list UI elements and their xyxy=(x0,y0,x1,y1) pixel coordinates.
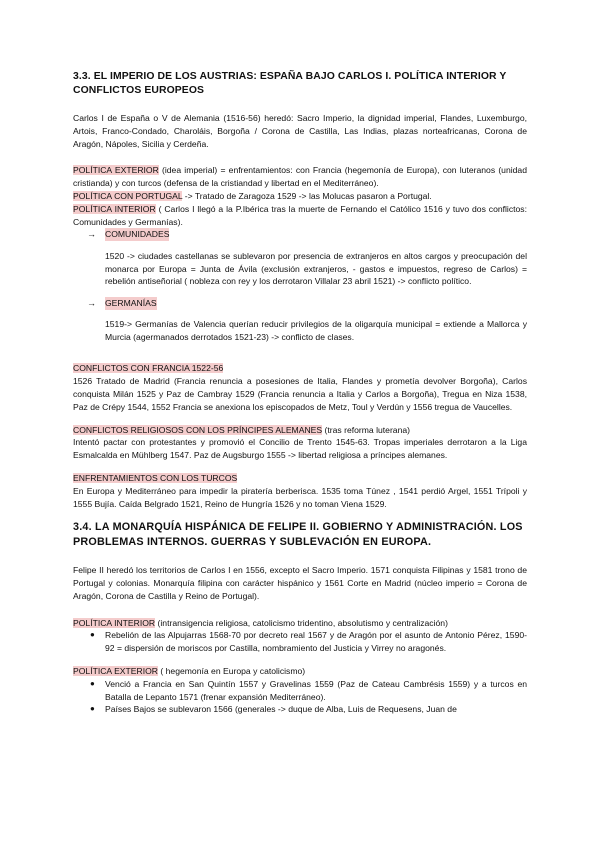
felipe-exterior-list xyxy=(73,678,527,716)
section-heading-carlos: 3.3. EL IMPERIO DE LOS AUSTRIAS: ESPAÑA BAJO CARLOS I. POLÍTICA INTERIOR Y CONFLICTOS EUROPEOS xyxy=(73,71,507,96)
turcos-label: ENFRENTAMIENTOS CON LOS TURCOS xyxy=(73,472,238,483)
bullet-icon: ● xyxy=(90,630,95,640)
exterior-paragraph xyxy=(73,164,527,190)
turcos-heading xyxy=(73,472,527,485)
germanias-label: GERMANÍAS xyxy=(105,297,157,308)
religiosos-text: Intentó pactar con protestantes y promovió el Concilio de Trento 1545-63. Tropas imperiales derrotaron a la Liga Esmalcalda en Mühlberg 1547. Paz de Augsburgo 1555 -> libertad religiosa a príncipes alemanes. xyxy=(73,437,527,461)
list-item xyxy=(73,629,527,655)
religiosos-suffix: (tras reforma luterana) xyxy=(322,424,411,435)
felipe-exterior-label: POLÍTICA EXTERIOR xyxy=(73,666,159,677)
arrow-icon: → xyxy=(87,297,96,308)
exterior-text: (idea imperial) = enfrentamientos: con Francia (hegemonía de Europa), con luteranos (unidad cristianda) y con turcos (defensa de la cristiandad y libertad en el Mediterráneo). xyxy=(73,165,527,189)
felipe-interior-list xyxy=(73,629,527,655)
carlos-intro-paragraph: Carlos I de España o V de Alemania (1516-56) heredó: Sacro Imperio, la dignidad imperial, Flandes, Luxemburgo, Artois, Franco-Condado, Charoláis, Borgoña / Corona de Castilla, Las Indias, plazas norteafricanas, Corona de Aragón, Nápoles, Sicilia y Cerdeña. xyxy=(73,113,527,149)
list-item-text: Venció a Francia en San Quintín 1557 y Gravelinas 1559 (Paz de Cateau Cambrésis 1559) y a turcos en Batalla de Lepanto 1571 (frenar expansión Mediterráneo). xyxy=(105,678,527,702)
interior-text: ( Carlos I llegó a la P.Ibérica tras la muerte de Fernando el Católico 1516 y tuvo dos conflictos: Comunidades y Germanías). xyxy=(73,203,527,227)
felipe-interior-label: POLÍTICA INTERIOR xyxy=(73,617,156,628)
religiosos-label: CONFLICTOS RELIGIOSOS CON LOS PRÍNCIPES ALEMANES xyxy=(73,424,323,435)
felipe-interior-heading xyxy=(73,617,527,630)
comunidades-label: COMUNIDADES xyxy=(105,229,170,240)
bullet-icon: ● xyxy=(90,678,95,688)
portugal-paragraph xyxy=(73,190,527,203)
felipe-exterior-heading xyxy=(73,665,527,678)
portugal-text: -> Tratado de Zaragoza 1529 -> las Molucas pasaron a Portugal. xyxy=(182,190,432,201)
arrow-icon: → xyxy=(87,229,96,240)
interior-label: POLÍTICA INTERIOR xyxy=(73,203,156,214)
francia-heading xyxy=(73,362,527,375)
religiosos-heading xyxy=(73,424,527,437)
francia-text: 1526 Tratado de Madrid (Francia renuncia a posesiones de Italia, Flandes y prometía devolver Borgoña), Carlos conquista Milán 1525 y Paz de Cambray 1529 (Francia renuncia a Italia y Carlos a Borgoña), Tregua en Niza 1538, Paz de Crépy 1544, 1552 Francia se anexiona los episcopados de Metz, Toul y Verdún y 1556 tregua de Vaucelles. xyxy=(73,376,527,412)
comunidades-text: 1520 -> ciudades castellanas se sublevaron por presencia de extranjeros en altos cargos y preocupación del monarca por Europa = Junta de Ávila (exclusión extranjeros, - gastos e impuestos, regreso de Carlos) = rebelión antiseñorial ( nobleza con rey y los derrotaron Villalar 23 abril 1521) -> conflicto político. xyxy=(105,250,527,287)
list-item-text: Países Bajos se sublevaron 1566 (generales -> duque de Alba, Luis de Requesens, Juan de xyxy=(105,704,457,715)
turcos-text: En Europa y Mediterráneo para impedir la piratería berberisca. 1535 toma Túnez , 1541 perdió Argel, 1551 Trípoli y 1555 Bujía. Caída Belgrado 1521, Reino de Hungría 1526 y no toman Viena 1529. xyxy=(73,485,527,509)
portugal-label: POLÍTICA CON PORTUGAL xyxy=(73,190,183,201)
comunidades-item xyxy=(87,228,527,241)
section-heading-felipe: 3.4. LA MONARQUÍA HISPÁNICA DE FELIPE II. GOBIERNO Y ADMINISTRACIÓN. LOS PROBLEMAS INTERNOS. GUERRAS Y SUBLEVACIÓN EN EUROPA. xyxy=(73,521,523,549)
list-item xyxy=(73,703,527,716)
germanias-item xyxy=(87,297,527,310)
felipe-intro-paragraph: Felipe II heredó los territorios de Carlos I en 1556, excepto el Sacro Imperio. 1571 conquista Filipinas y 1581 trono de Portugal y colonias. Monarquía filipina con carácter hispánico y 1561 Corte en Madrid (núcleo imperio = Corona de Aragón, Corona de Castilla y Reino de Portugal). xyxy=(73,565,527,601)
interior-paragraph xyxy=(73,203,527,229)
francia-label: CONFLICTOS CON FRANCIA 1522-56 xyxy=(73,363,224,374)
list-item-text: Rebelión de las Alpujarras 1568-70 por decreto real 1567 y de Aragón por el asunto de Antonio Pérez, 1590-92 = dispersión de moriscos por Castilla, nombramiento del Justicia y Virrey no aragonés. xyxy=(105,630,527,654)
felipe-exterior-text: ( hegemonía en Europa y catolicismo) xyxy=(158,666,306,677)
bullet-icon: ● xyxy=(90,704,95,714)
felipe-interior-text: (intransigencia religiosa, catolicismo tridentino, absolutismo y centralización) xyxy=(155,617,448,628)
exterior-label: POLÍTICA EXTERIOR xyxy=(73,165,159,176)
germanias-text: 1519-> Germanías de Valencia querían reducir privilegios de la oligarquía municipal = extiende a Mallorca y Murcia (agermanados derrotados 1521-23) -> conflicto de clases. xyxy=(105,319,527,342)
list-item xyxy=(73,678,527,704)
document-page xyxy=(73,70,527,716)
